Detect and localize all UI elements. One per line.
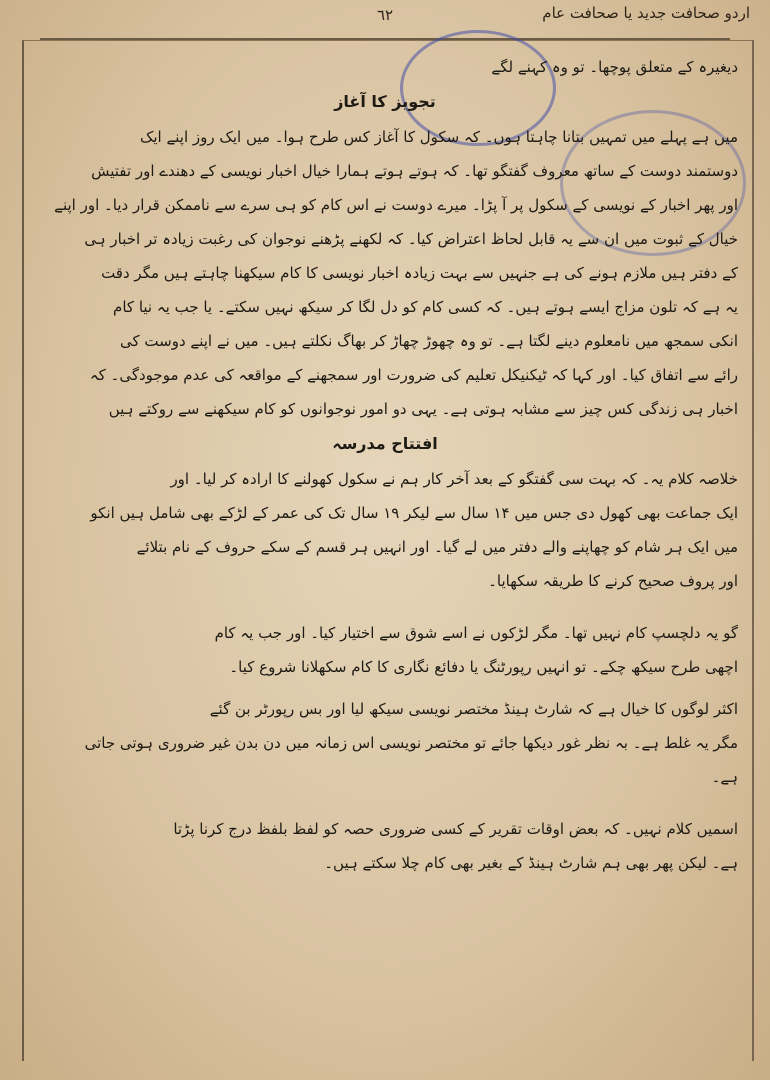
text-line: اور پروف صحیح کرنے کا طریقہ سکھایا۔	[488, 572, 738, 590]
text-line: یہ ہے کہ تلون مزاج ایسے ہوتے ہیں۔ کہ کسی کام کو دل لگا کر سیکھ نہیں سکتے۔ یا جب یہ نیا کام	[113, 298, 738, 316]
text-line: اکثر لوگوں کا خیال ہے کہ شارٹ ہینڈ مختصر نویسی سیکھ لیا اور بس رپورٹر بن گئے	[209, 700, 738, 718]
text-line: میں ہے پہلے میں تمہیں بتانا چاہتا ہوں۔ کہ سکول کا آغاز کس طرح ہوا۔ میں ایک روز اپنے ایک	[139, 128, 738, 146]
document-body	[26, 50, 744, 880]
page-number: ٦٢	[376, 6, 394, 24]
text-line: ہے۔	[711, 768, 738, 786]
section-heading: تجویز کا آغاز	[334, 92, 436, 111]
running-title: اردو صحافت جدید یا صحافت عام	[542, 4, 750, 22]
section-heading: افتتاح مدرسہ	[332, 434, 438, 453]
text-line: ہے۔ لیکن پھر بھی ہم شارٹ ہینڈ کے بغیر بھی کام چلا سکتے ہیں۔	[324, 854, 738, 872]
text-line: کے دفتر ہیں ملازم ہونے کی ہے جنہیں سے بہت زیادہ اخبار نویسی کا کام سیکھنا چاہتے ہیں مگر دقت	[101, 264, 738, 282]
text-line: خلاصہ کلام یہ۔ کہ بہت سی گفتگو کے بعد آخر کار ہم نے سکول کھولنے کا ارادہ کر لیا۔ اور	[170, 470, 738, 488]
text-line: مگر یہ غلط ہے۔ بہ نظر غور دیکھا جائے تو مختصر نویسی اس زمانہ میں دن بدن غیر ضروری ہوتی جاتی	[84, 734, 738, 752]
text-line: ایک جماعت بھی کھول دی جس میں ۱۴ سال سے لیکر ۱۹ سال تک کی عمر کے لڑکے بھی شامل ہیں انکو	[90, 504, 738, 522]
text-line: اسمیں کلام نہیں۔ کہ بعض اوقات تقریر کے کسی ضروری حصہ کو لفظ بلفظ درج کرنا پڑتا	[173, 820, 738, 838]
text-line: انکی سمجھ میں نامعلوم دینے لگتا ہے۔ تو وہ چھوڑ چھاڑ کر بھاگ نکلتے ہیں۔ میں نے اپنے دوست کی	[120, 332, 738, 350]
text-line: دوستمند دوست کے ساتھ معروف گفتگو تھا۔ کہ ہوتے ہوتے ہمارا خیال اخبار نویسی کے دھندے اور تفتیش	[91, 162, 738, 180]
text-line: اخبار ہی زندگی کس چیز سے مشابہ ہوتی ہے۔ یہی دو امور نوجوانوں کو کام سیکھنے سے روکتے ہیں	[108, 400, 738, 418]
text-line: اچھی طرح سیکھ چکے۔ تو انہیں رپورٹنگ یا دفائع نگاری کا کام سکھلانا شروع کیا۔	[229, 658, 738, 676]
text-line: خیال کے ثبوت میں ان سے یہ قابل لحاظ اعتراض کیا۔ کہ لکھنے پڑھنے نوجوان کی رغبت زیادہ تر اخبار ہی	[84, 230, 738, 248]
text-line: دیغیرہ کے متعلق پوچھا۔ تو وہ کہنے لگے	[491, 58, 738, 76]
text-line: میں ایک ہر شام کو چھاپنے والے دفتر میں لے گیا۔ اور انہیں ہر قسم کے سکے حروف کے نام بتلائے	[136, 538, 738, 556]
header-divider	[40, 38, 730, 40]
text-line: اور پھر اخبار کے نویسی کے سکول پر آ پڑا۔ میرے دوست نے اس کام کو ہی سرے سے ناممکن قرار دیا۔ اور اپنے	[54, 196, 738, 214]
text-line: رائے سے اتفاق کیا۔ اور کہا کہ ٹیکنیکل تعلیم کی ضرورت اور سمجھنے کے مواقعہ کی عدم موجودگی۔ کہ	[89, 366, 738, 384]
text-line: گو یہ دلچسپ کام نہیں تھا۔ مگر لڑکوں نے اسے شوق سے اختیار کیا۔ اور جب یہ کام	[214, 624, 738, 642]
